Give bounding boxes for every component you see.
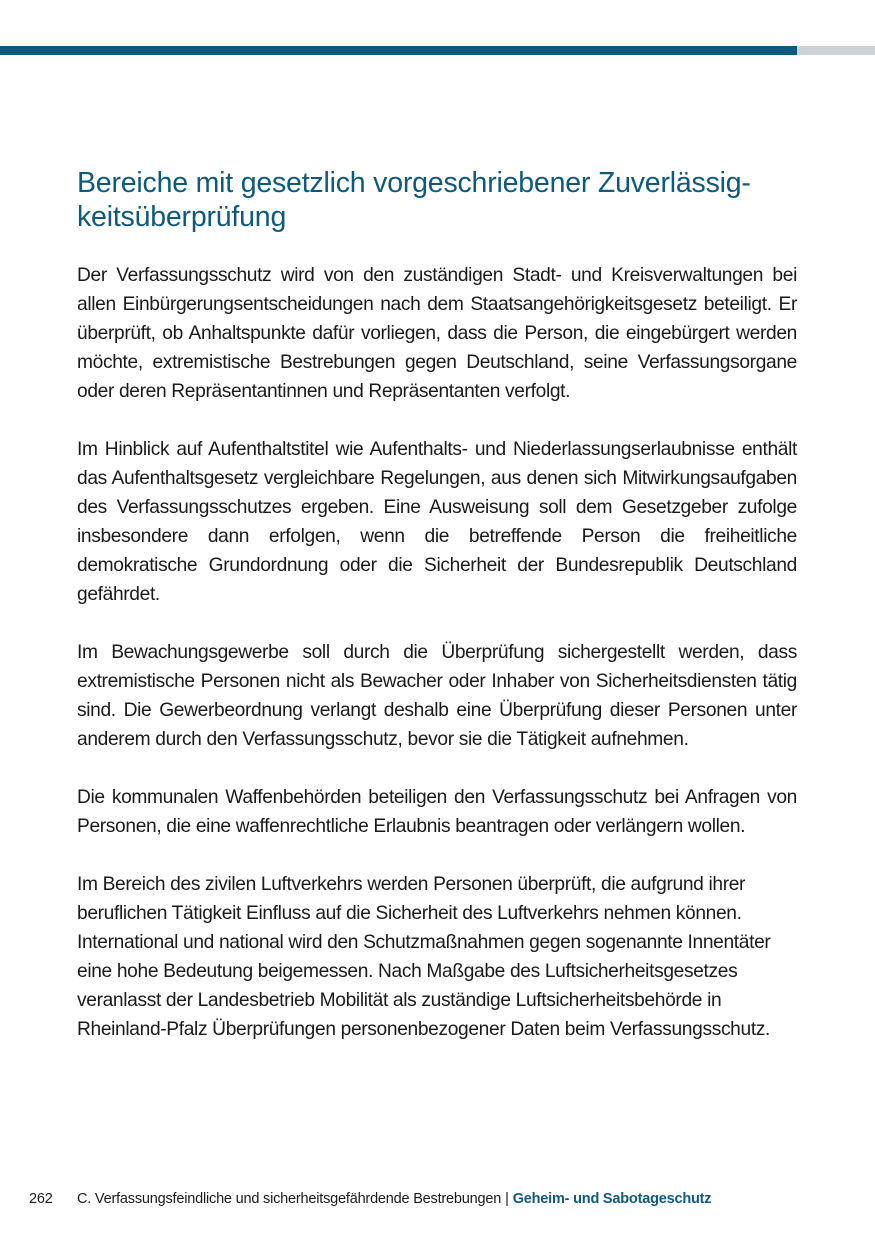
paragraph-residence: Im Hinblick auf Aufenthaltstitel wie Aufenthalts- und Niederlassungserlaubnisse enthält das Aufenthaltsgesetz vergleichbare Regelungen, aus denen sich Mitwirkungsaufgaben des Verfassungsschutzes ergeben. Eine Ausweisung soll dem Gesetzgeber zufolge insbesondere dann erfolgen, wenn die betreffende Person die freiheitliche demokratische Grundordnung oder die Sicherheit der Bundesrepublik Deutschland gefährdet. bbox=[77, 439, 797, 605]
footer-section: Geheim- und Sabotageschutz bbox=[512, 1191, 712, 1207]
header-grey-bar bbox=[797, 46, 875, 55]
paragraph-aviation: Im Bereich des zivilen Luftverkehrs werden Personen überprüft, die aufgrund ihrer beruflichen Tätigkeit Einfluss auf die Sicherheit des Luftverkehrs nehmen können. International und national wird den Schutzmaßnahmen gegen sogenannte Innentäter eine hohe Bedeutung beigemessen. Nach Maßgabe des Luftsicherheitsgesetzes veranlasst der Landesbetrieb Mobilität als zuständige Luftsicherheitsbehörde in Rheinland-Pfalz Überprüfungen personenbezogener Daten beim Verfassungsschutz. bbox=[77, 874, 771, 1040]
paragraph-weapons: Die kommunalen Waffenbehörden beteiligen den Verfassungsschutz bei Anfragen von Personen, die eine waffenrechtliche Erlaubnis beantragen oder verlängern wollen. bbox=[77, 787, 797, 837]
footer-chapter: C. Verfassungsfeindliche und sicherheitsgefährdende Bestrebungen bbox=[77, 1191, 502, 1207]
body-text bbox=[77, 261, 797, 1073]
page-footer bbox=[29, 1188, 829, 1210]
header-accent-bar bbox=[0, 46, 797, 55]
footer-separator: | bbox=[505, 1191, 509, 1207]
paragraph-security-trade: Im Bewachungsgewerbe soll durch die Überprüfung sichergestellt werden, dass extremistische Personen nicht als Bewacher oder Inhaber von Sicherheitsdiensten tätig sind. Die Gewerbeordnung verlangt deshalb eine Überprüfung dieser Personen unter anderem durch den Verfassungsschutz, bevor sie die Tätigkeit aufnehmen. bbox=[77, 642, 797, 750]
page-heading: Bereiche mit gesetzlich vorgeschriebener Zuverlässig-keitsüberprüfung bbox=[77, 167, 751, 233]
paragraph-citizenship: Der Verfassungsschutz wird von den zuständigen Stadt- und Kreisverwaltungen bei allen Einbürgerungsentscheidungen nach dem Staatsangehörigkeitsgesetz beteiligt. Er überprüft, ob Anhaltspunkte dafür vorliegen, dass die Person, die eingebürgert werden möchte, extremistische Bestrebungen gegen Deutschland, seine Verfassungsorgane oder deren Repräsentantinnen und Repräsentanten verfolgt. bbox=[77, 265, 797, 402]
page-number: 262 bbox=[29, 1191, 53, 1207]
